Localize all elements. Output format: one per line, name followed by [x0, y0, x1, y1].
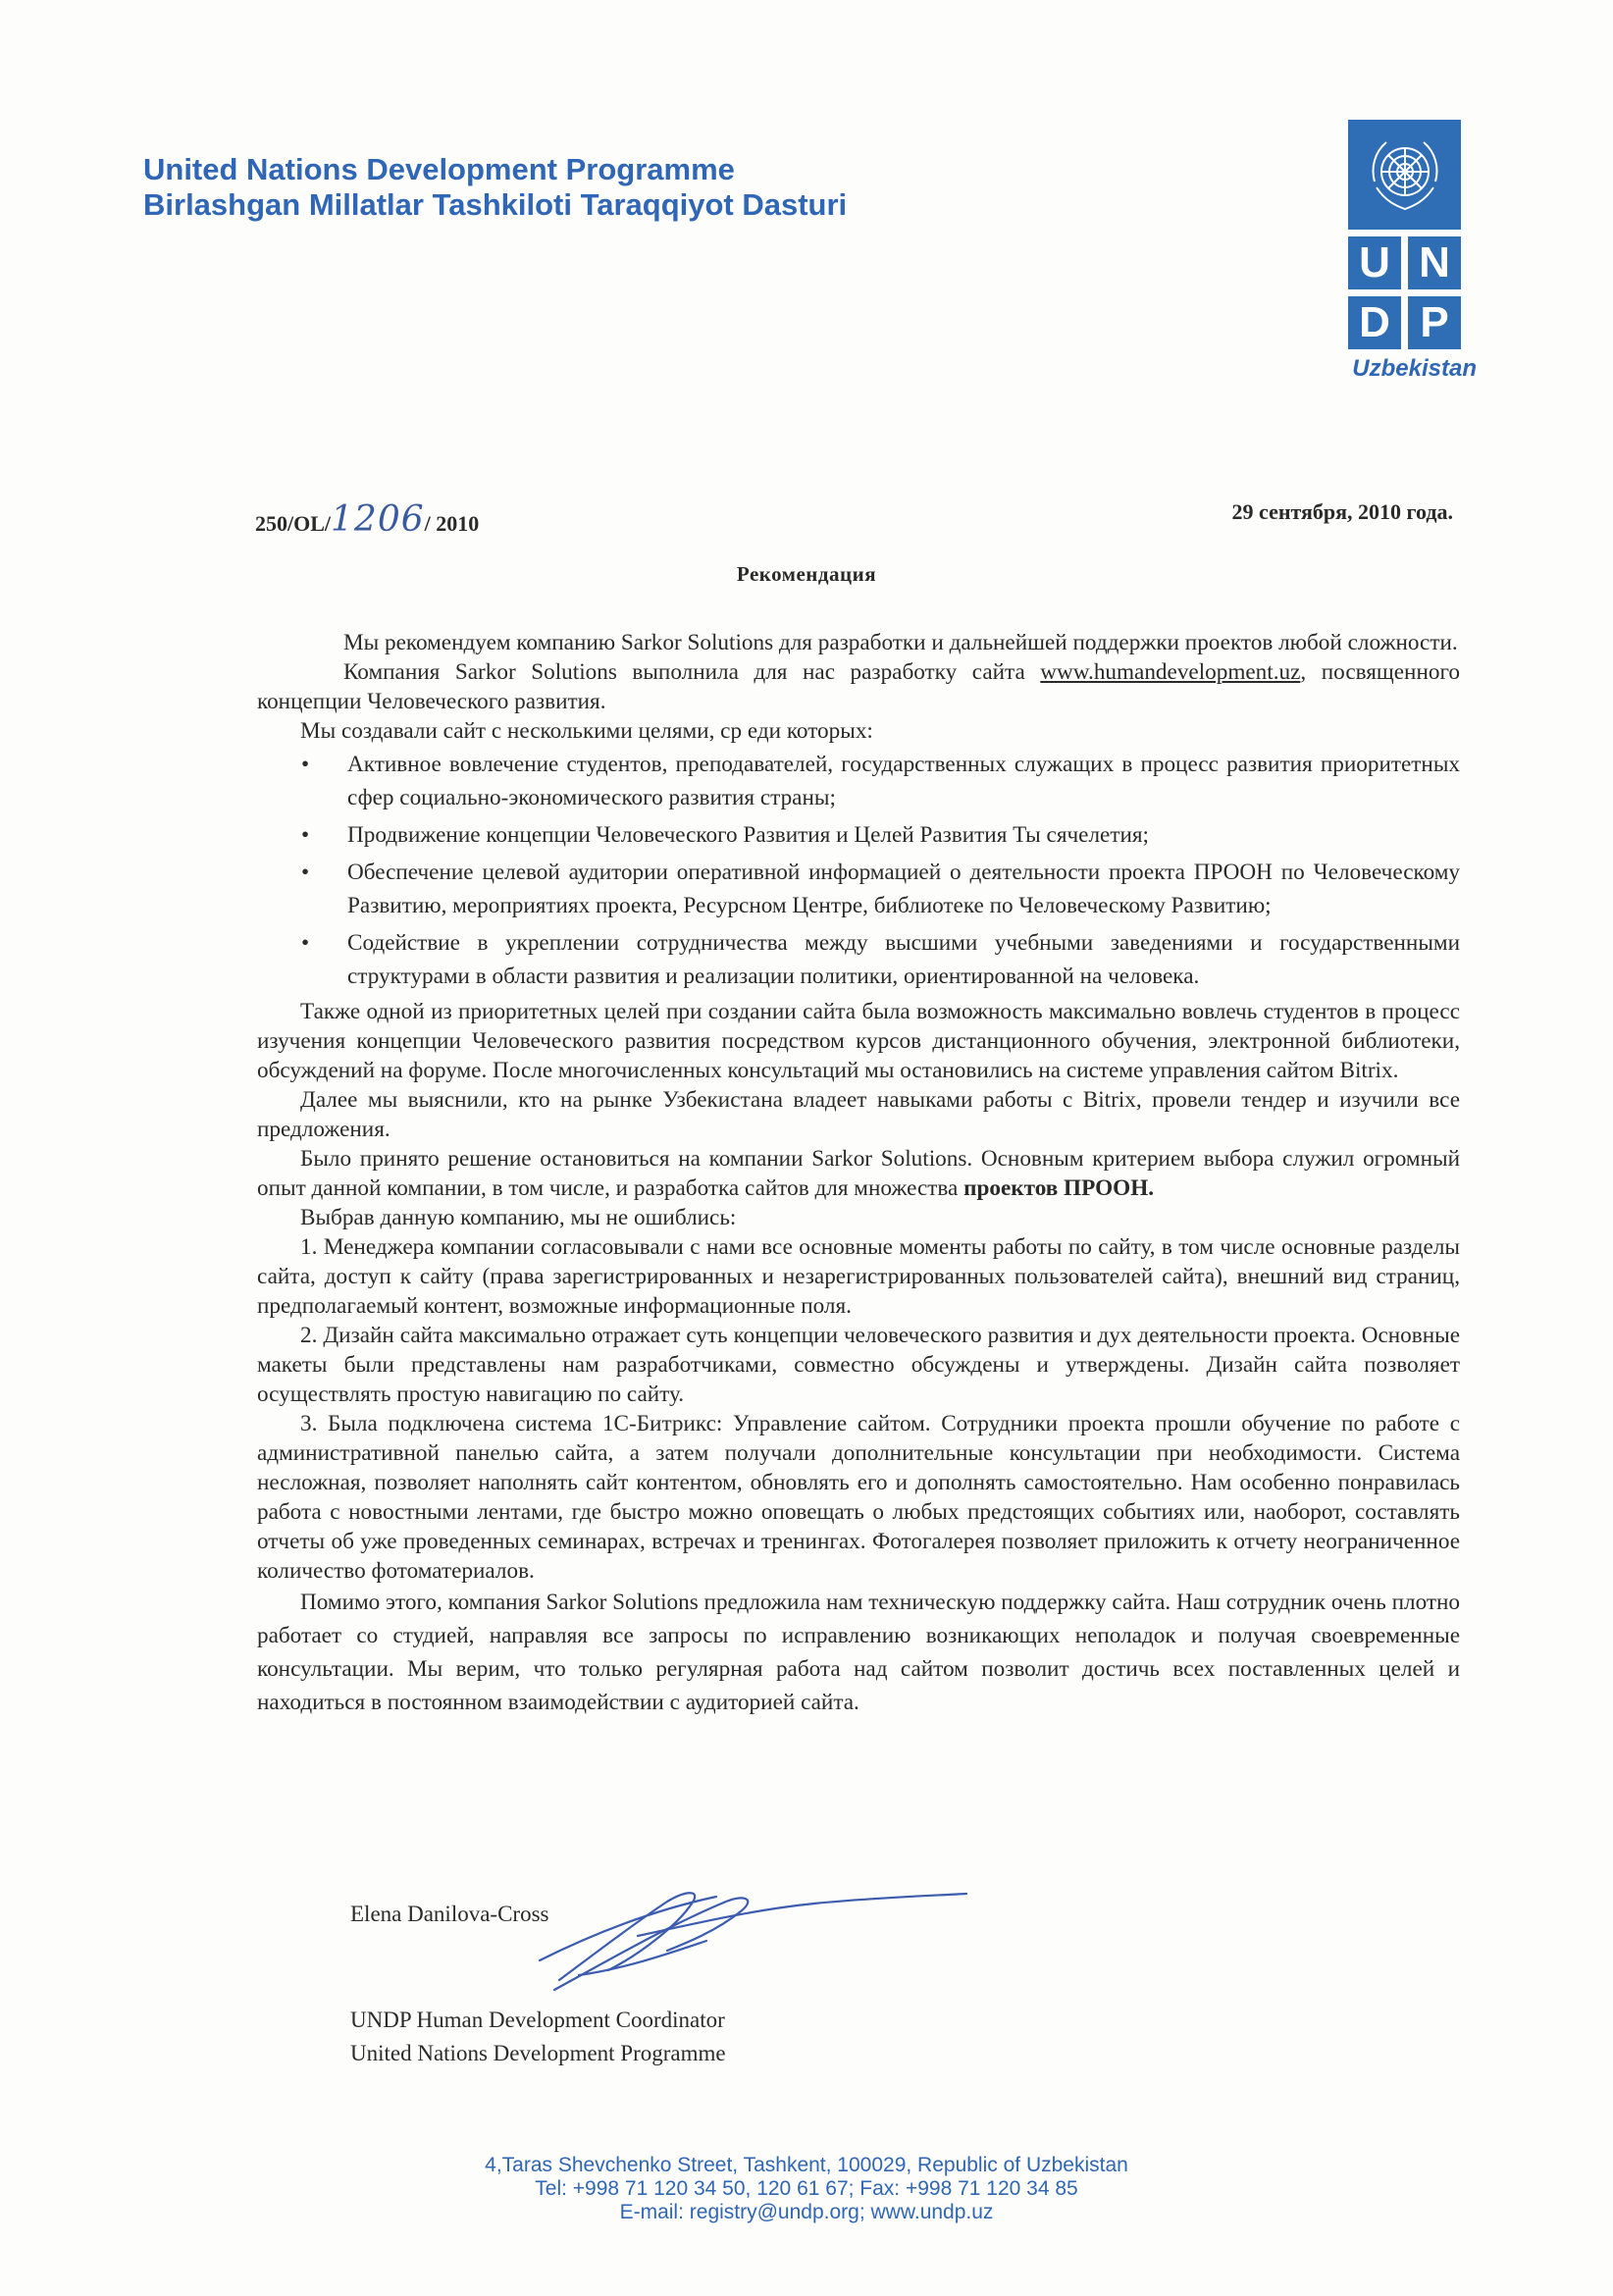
undp-letters: [1348, 236, 1461, 349]
un-emblem-icon: [1348, 120, 1461, 230]
reference-number: [255, 499, 479, 540]
numbered-item-1: 1. Менеджера компании согласовывали с нами все основные моменты работы по сайту, в том числе основные разделы сайта, доступ к сайту (права зарегистрированных и незарегистрированных пользователей сайта), внешний вид страниц, предполагаемый контент, возможные информационные поля.: [257, 1234, 1460, 1319]
email-label: E-mail:: [619, 2201, 690, 2223]
paragraph-recommendation: Мы рекомендуем компанию Sarkor Solutions для разработки и дальнейшей поддержки проектов любой сложности.: [343, 630, 1458, 655]
goals-list: [257, 748, 1460, 993]
website-footer-link[interactable]: www.undp.uz: [870, 2201, 994, 2223]
signatory-name: Elena Danilova-Cross: [350, 1902, 549, 1926]
undp-logo: [1348, 120, 1477, 383]
paragraph-goals-intro: Мы создавали сайт с несколькими целями, ср еди которых:: [300, 718, 873, 744]
contact-separator: ;: [859, 2201, 871, 2223]
signatory-organization: United Nations Development Programme: [350, 2041, 726, 2065]
reference-prefix: 250/OL/: [255, 511, 332, 536]
paragraph-choice: Выбрав данную компанию, мы не ошиблись:: [300, 1205, 737, 1230]
paragraph-decision-text: Было принято решение остановиться на компании Sarkor Solutions. Основным критерием выбора служил огромный опыт данной компании, в том числе, и разработка сайтов для множества: [257, 1146, 1460, 1201]
paragraph-decision: [257, 1144, 1460, 1203]
footer-phones: Tel: +998 71 120 34 50, 120 61 67; Fax: +998 71 120 34 85: [535, 2177, 1078, 2200]
paragraph-support: Помимо этого, компания Sarkor Solutions предложила нам техническую поддержку сайта. Наш сотрудник очень плотно работает со студией, направляя все запросы по исправлению возникающих неполадок и получая своевременные консультации. Мы верим, что только регулярная работа над сайтом позволит достичь всех поставленных целей и находиться в постоянном взаимодействии с аудиторией сайта.: [257, 1590, 1460, 1715]
numbered-item-3: 3. Была подключена система 1С-Битрикс: Управление сайтом. Сотрудники проекта прошли обучение по работе с административной панелью сайта, а затем получали дополнительные консультации при необходимости. Система несложная, позволяет наполнять сайт контентом, обновлять его и дополнять самостоятельно. Нам особенно понравилась работа с новостными лентами, где быстро можно оповещать о любых предстоящих событиях или, наоборот, составлять отчеты об уже проведенных семинарах, встречах и тренингах. Фотогалерея позволяет приложить к отчету неограниченное количество фотоматериалов.: [257, 1411, 1460, 1584]
footer-contacts: [0, 2201, 1613, 2224]
letter-date: 29 сентября, 2010 года.: [1231, 499, 1453, 524]
paragraph-tender: Далее мы выяснили, кто на рынке Узбекистана владеет навыками работы с Bitrix, провели тендер и изучили все предложения.: [257, 1087, 1460, 1142]
paragraph-website-text: Компания Sarkor Solutions выполнила для нас разработку сайта: [343, 659, 1041, 685]
logo-country: Uzbekistan: [1352, 355, 1477, 382]
logo-letter-u: U: [1348, 236, 1401, 289]
list-item: • Продвижение концепции Человеческого Развития и Целей Развития Ты сячелетия;: [301, 822, 1149, 848]
paragraph-website: [257, 657, 1460, 716]
list-item-text: Обеспечение целевой аудитории оперативной информацией о деятельности проекта ПРООН по Человеческому Развитию, мероприятиях проекта, Ресурсном Центре, библиотеке по Человеческому Развитию;: [347, 860, 1460, 918]
letter-title: Рекомендация: [736, 562, 877, 586]
email-link[interactable]: registry@undp.org: [689, 2201, 859, 2223]
logo-letter-d: D: [1348, 296, 1401, 349]
list-item: • Обеспечение целевой аудитории оперативной информацией о деятельности проекта ПРООН по Человеческому Развитию, мероприятиях проекта, Ресурсном Центре, библиотеке по Человеческому Развитию;: [301, 860, 1460, 918]
logo-letter-p: P: [1408, 296, 1461, 349]
reference-suffix: / 2010: [424, 511, 480, 536]
org-name-english: United Nations Development Programme: [143, 152, 735, 186]
paragraph-priorities: Также одной из приоритетных целей при создании сайта была возможность максимально вовлечь студентов в процесс изучения концепции Человеческого развития посредством курсов дистанционного обучения, электронной библиотеки, обсуждений на форуме. После многочисленных консультаций мы остановились на системе управления сайтом Bitrix.: [257, 999, 1460, 1083]
list-item: • Активное вовлечение студентов, преподавателей, государственных служащих в процесс развития приоритетных сфер социально-экономического развития страны;: [301, 752, 1460, 810]
handwritten-signature: [520, 1882, 971, 2000]
letter-body: [257, 628, 1460, 1719]
letterhead-organization: [143, 152, 847, 223]
list-item-text: Содействие в укреплении сотрудничества между высшими учебными заведениями и государственными структурами в области развития и реализации политики, ориентированной на человека.: [347, 930, 1460, 989]
reference-handwritten-number: 1206: [331, 499, 425, 540]
list-item-text: Продвижение концепции Человеческого Развития и Целей Развития Ты сячелетия;: [347, 822, 1149, 848]
letterhead-footer: [0, 2154, 1613, 2224]
signatory-position: UNDP Human Development Coordinator: [350, 2008, 725, 2032]
paragraph-website-text-end: , посвященного концепции Человеческого развития.: [257, 659, 1460, 714]
paragraph-decision-bold: проектов ПРООН.: [963, 1175, 1155, 1201]
org-name-uzbek: Birlashgan Millatlar Tashkiloti Taraqqiyot Dasturi: [143, 187, 848, 222]
logo-letter-n: N: [1408, 236, 1461, 289]
list-item-text: Активное вовлечение студентов, преподавателей, государственных служащих в процесс развития приоритетных сфер социально-экономического развития страны;: [347, 752, 1460, 810]
list-item: • Содействие в укреплении сотрудничества между высшими учебными заведениями и государственными структурами в области развития и реализации политики, ориентированной на человека.: [301, 930, 1460, 989]
website-link[interactable]: www.humandevelopment.uz: [1040, 659, 1301, 685]
footer-address: 4,Taras Shevchenko Street, Tashkent, 100029, Republic of Uzbekistan: [485, 2154, 1128, 2176]
numbered-item-2: 2. Дизайн сайта максимально отражает суть концепции человеческого развития и дух деятельности проекта. Основные макеты были представлены нам разработчиками, совместно обсуждены и утверждены. Дизайн сайта позволяет осуществлять простую навигацию по сайту.: [257, 1323, 1460, 1407]
